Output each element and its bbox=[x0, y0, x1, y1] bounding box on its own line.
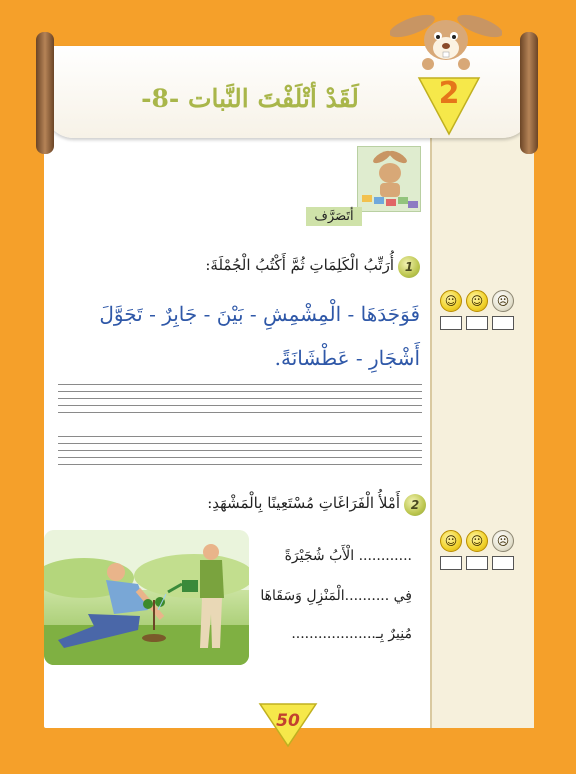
fill-blank-line-1[interactable]: ............ الْأَبُ شُجَيْرَةً bbox=[284, 548, 412, 564]
father-son-planting-scene-image bbox=[44, 530, 249, 665]
self-assessment-1 bbox=[440, 290, 520, 338]
rabbit-board-game-image bbox=[357, 146, 421, 212]
self-assessment-2 bbox=[440, 530, 520, 578]
fill-blank-line-2[interactable]: فِي ..........الْمَنْزِلِ وَسَقَاهَا bbox=[260, 588, 412, 604]
left-wooden-pole bbox=[36, 32, 54, 154]
assessment-checkbox[interactable] bbox=[492, 316, 514, 330]
scrambled-words-line-1: فَوَجَدَهَا - الْمِشْمِشِ - بَيْنَ - جَابِرٌ - تَجَوَّلَ bbox=[99, 302, 420, 326]
assessment-checkbox[interactable] bbox=[466, 316, 488, 330]
rabbit-mascot-icon bbox=[390, 0, 502, 72]
assessment-checkbox[interactable] bbox=[440, 556, 462, 570]
exercise-2-number: 2 bbox=[404, 494, 426, 516]
sad-face-icon[interactable]: ☹ bbox=[492, 290, 514, 312]
happy-face-icon[interactable]: ☺ bbox=[466, 290, 488, 312]
exercise-1-number: 1 bbox=[398, 256, 420, 278]
self-assessment-column bbox=[430, 128, 534, 728]
sad-face-icon[interactable]: ☹ bbox=[492, 530, 514, 552]
page-number: 50 bbox=[276, 711, 300, 731]
assessment-checkbox[interactable] bbox=[466, 556, 488, 570]
assessment-checkbox[interactable] bbox=[492, 556, 514, 570]
exercise-1-instruction: أُرَتِّبُ الْكَلِمَاتِ ثُمَّ أَكْتُبُ الْجُمْلَةَ: bbox=[205, 256, 394, 274]
right-wooden-pole bbox=[520, 32, 538, 154]
happy-face-icon[interactable]: ☺ bbox=[440, 290, 462, 312]
exercise-2-instruction: أَمْلأُ الْفَرَاغَاتِ مُسْتَعِينًا بِالْمَشْهَدِ: bbox=[207, 494, 400, 512]
happy-face-icon[interactable]: ☺ bbox=[440, 530, 462, 552]
writing-lines-1[interactable] bbox=[58, 384, 422, 419]
fill-blank-line-3[interactable]: مُنِيرٌ بِـ................... bbox=[291, 626, 412, 642]
happy-face-icon[interactable]: ☺ bbox=[466, 530, 488, 552]
assessment-checkbox[interactable] bbox=[440, 316, 462, 330]
section-label: أتَصَرَّف bbox=[306, 207, 362, 226]
page-title: لَقَدْ أتْلَفْتَ النَّبات -8- bbox=[141, 84, 359, 113]
lesson-number: 2 bbox=[438, 76, 460, 111]
scrambled-words-line-2: أَشْجَارِ - عَطْشَانَةً. bbox=[274, 346, 420, 370]
scrambled-words bbox=[56, 292, 420, 380]
writing-lines-2[interactable] bbox=[58, 436, 422, 471]
